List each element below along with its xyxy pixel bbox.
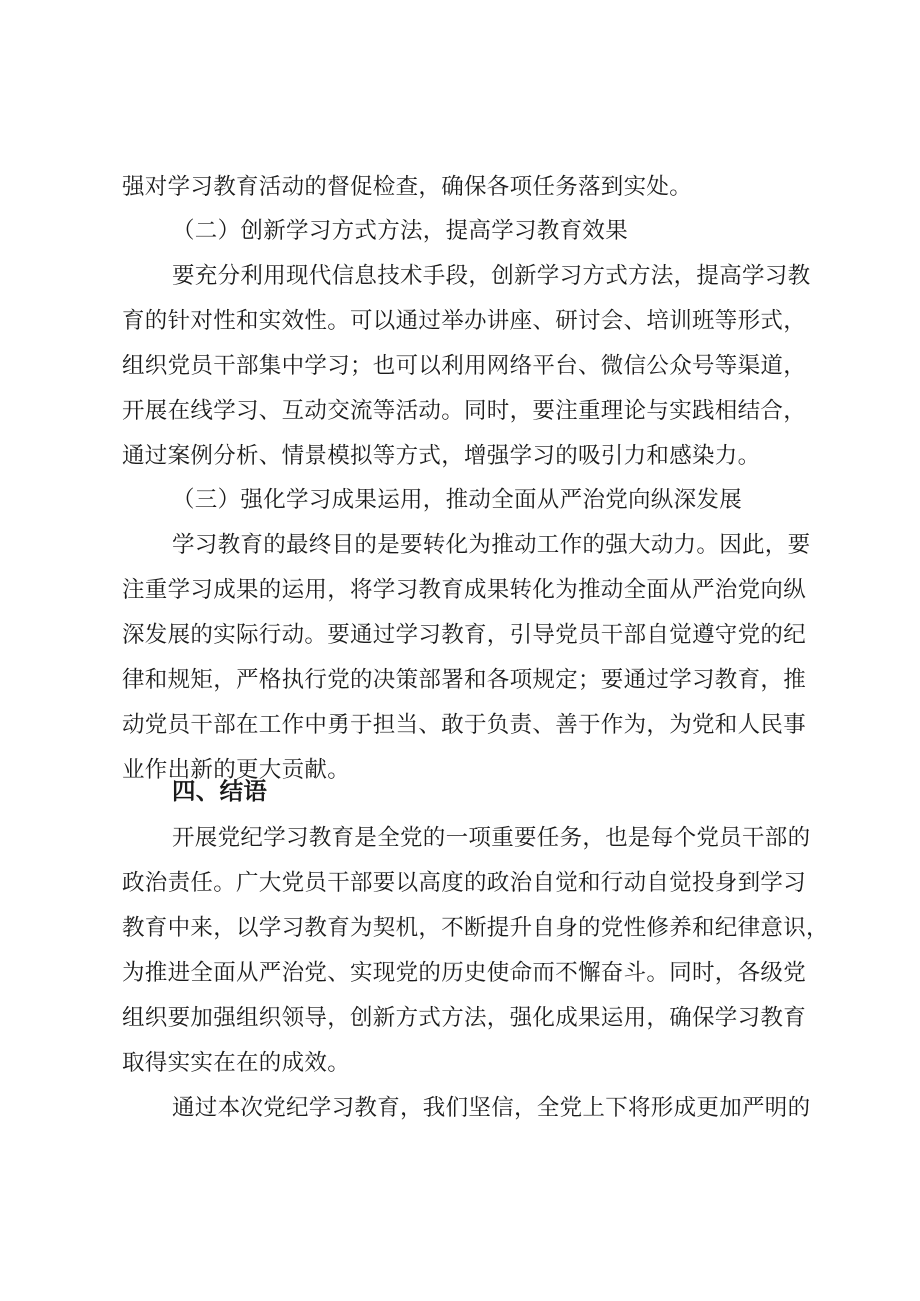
paragraph-line: 为推进全面从严治党、实现党的历史使命而不懈奋斗。同时，各级党 [122,960,807,986]
paragraph-line: 注重学习成果的运用，将学习教育成果转化为推动全面从严治党向纵 [122,577,807,603]
paragraph-line: 律和规矩，严格执行党的决策部署和各项规定；要通过学习教育，推 [122,667,807,693]
section-heading-conclusion: 四、结语 [172,777,268,805]
paragraph-line: 教育中来，以学习教育为契机，不断提升自身的党性修养和纪律意识， [122,915,829,941]
paragraph-line: 政治责任。广大党员干部要以高度的政治自觉和行动自觉投身到学习 [122,870,807,896]
paragraph-line: 动党员干部在工作中勇于担当、敢于负责、善于作为，为党和人民事 [122,712,807,738]
paragraph-line: 开展在线学习、互动交流等活动。同时，要注重理论与实践相结合， [122,398,807,424]
paragraph-line: 开展党纪学习教育是全党的一项重要任务，也是每个党员干部的 [172,825,811,851]
subheading-3: （三）强化学习成果运用，推动全面从严治党向纵深发展 [172,487,743,513]
paragraph-line: 深发展的实际行动。要通过学习教育，引导党员干部自觉遵守党的纪 [122,622,807,648]
paragraph-line: 学习教育的最终目的是要转化为推动工作的强大动力。因此，要 [172,532,811,558]
paragraph-line: 要充分利用现代信息技术手段，创新学习方式方法，提高学习教 [172,263,811,289]
paragraph-line: 组织要加强组织领导，创新方式方法，强化成果运用，确保学习教育 [122,1005,807,1031]
paragraph-line: 业作出新的更大贡献。 [122,757,351,783]
paragraph-line: 育的针对性和实效性。可以通过举办讲座、研讨会、培训班等形式， [122,308,807,334]
paragraph-line: 通过案例分析、情景模拟等方式，增强学习的吸引力和感染力。 [122,443,761,469]
paragraph-line: 通过本次党纪学习教育，我们坚信，全党上下将形成更加严明的 [172,1095,811,1121]
paragraph-line: 强对学习教育活动的督促检查，确保各项任务落到实处。 [122,174,693,200]
paragraph-line: 组织党员干部集中学习；也可以利用网络平台、微信公众号等渠道， [122,353,807,379]
subheading-2: （二）创新学习方式方法，提高学习教育效果 [172,218,629,244]
paragraph-line: 取得实实在在的成效。 [122,1050,351,1076]
